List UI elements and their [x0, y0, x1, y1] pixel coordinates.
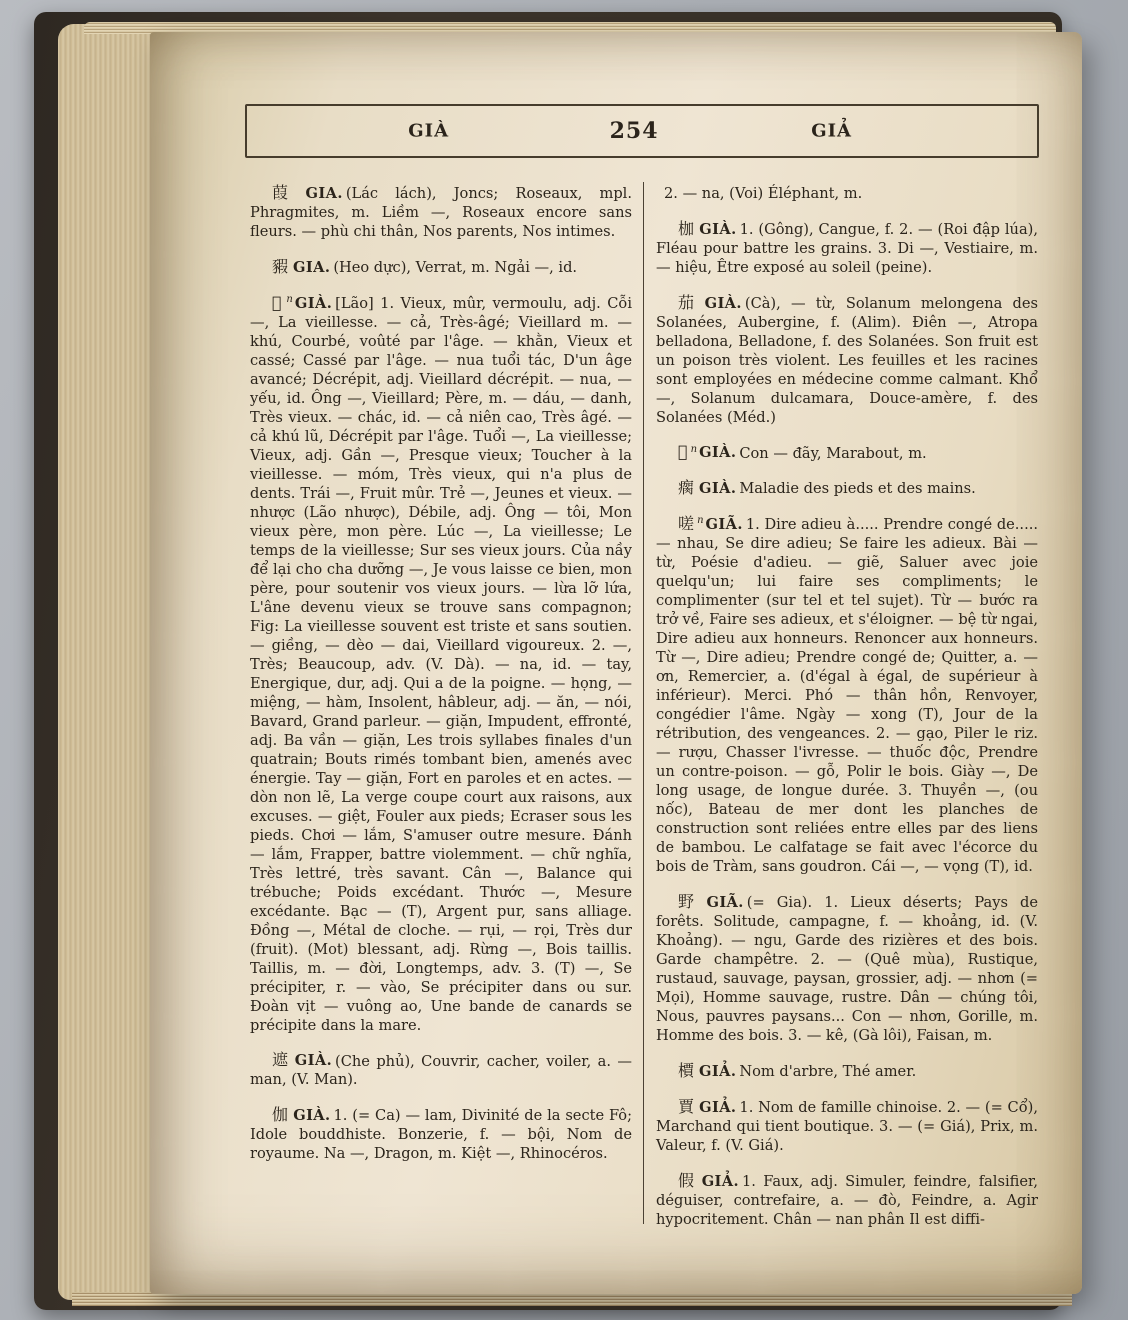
entry-body-text: (Lác lách), Joncs; Roseaux, mpl. Phragmites, m. Liềm —, Roseaux encore sans fleurs. — phù chi thân, Nos parents, Nos intimes. [250, 184, 632, 240]
entry-body-text: (= Gia). 1. Lieux déserts; Pays de forêts. Solitude, campagne, f. — khoảng, id. (V. Khoảng). — ngu, Garde des rizières et des bois. Garde champêtre. 2. — (Quê mùa), Rustique, rustaud, sauvage, paysan, grossier, adj. — nhơn (= Mọi), Homme sauvage, rustre. Dân — chúng tôi, Nous, pauvres paysans... Con — nhơn, Gorille, m. Homme des bois. 3. — kê, (Gà lôi), Faisan, m. [656, 894, 1038, 1045]
page-stack-bottom-edge [72, 1292, 1072, 1306]
entry-body-text: Nom d'arbre, Thé amer. [739, 1062, 917, 1080]
entry-headword: GIÀ. [293, 1107, 331, 1125]
dictionary-entry [656, 511, 1038, 876]
entry-body-text: (Heo dực), Verrat, m. Ngải —, id. [333, 258, 578, 276]
entry-hanzi-character: 𦓅 [678, 442, 688, 462]
dictionary-page [150, 32, 1082, 1294]
entry-headword: GIÃ. [706, 894, 744, 912]
entry-body-text: (Che phủ), Couvrir, cacher, voiler, a. — man, (V. Man). [250, 1052, 632, 1089]
entry-hanzi-character: 茄 [678, 292, 700, 312]
header-left-word: GIÀ [408, 120, 450, 142]
entry-nom-marker: n [697, 515, 704, 527]
entry-hanzi-character: 豭 [272, 256, 289, 276]
dictionary-entry [656, 475, 1038, 498]
entry-body-text: (Cà), — từ, Solanum melongena des Solanées, Aubergine, f. (Alim). Điên —, Atropa belladona, Belladone, f. des Solanées. Son fruit est un poison très violent. Les feuilles et les racines sont employées en médecine comme calmant. Khổ —, Solanum dulcamara, Douce-amère, f. des Solanées (Méd.) [656, 294, 1038, 426]
entry-headword: GIA. [305, 184, 343, 202]
entry-hanzi-character: 嗟 [678, 514, 695, 534]
dictionary-entry [250, 290, 632, 1035]
entry-headword: GIÀ. [294, 294, 333, 312]
entry-hanzi-character: 伽 [272, 1105, 289, 1125]
entry-hanzi-character: 瘸 [678, 478, 695, 498]
entry-body-text: 1. Faux, adj. Simuler, feindre, falsifier, déguiser, contrefaire, a. — đò, Feindre, a. Agir hypocritement. Chân — nan phân Il est diffi- [656, 1172, 1038, 1228]
entry-hanzi-character: 檟 [678, 1060, 695, 1080]
entry-body-text: 1. Nom de famille chinoise. 2. — (= Cổ), Marchand qui tient boutique. 3. — (= Giá), Prix, m. Valeur, f. (V. Giá). [656, 1098, 1038, 1154]
entry-hanzi-character: 葭 [272, 182, 301, 202]
entry-headword: GIÀ. [294, 1052, 333, 1070]
entry-headword: GIÀ. [699, 444, 737, 462]
dictionary-entry [250, 1048, 632, 1090]
page-number: 254 [609, 118, 659, 144]
dictionary-entry [656, 1058, 1038, 1081]
entry-hanzi-character: 𦓅 [272, 292, 284, 312]
header-right-word: GIẢ [811, 120, 852, 142]
dictionary-entry [656, 1168, 1038, 1229]
entry-headword: GIẢ. [699, 1098, 737, 1116]
entry-body-text: Con — đãy, Marabout, m. [739, 444, 927, 462]
entry-hanzi-character: 賈 [678, 1096, 695, 1116]
entry-headword: GIA. [293, 258, 331, 276]
left-column [250, 180, 632, 1242]
entry-body-text: Maladie des pieds et des mains. [739, 480, 976, 498]
entry-hanzi-character: 枷 [678, 218, 695, 238]
right-column [656, 180, 1038, 1242]
dictionary-entry [656, 290, 1038, 427]
entry-body-text: [Lão] 1. Vieux, mûr, vermoulu, adj. Cỗi —, La vieillesse. — cả, Très-âgé; Vieillard m. — khú, Courbé, voûté par l'âge. — khằn, Vieux et cassé; Cassé par l'âge. — nua tuổi tác, D'un âge avancé; Décrépit, adj. Vieillard décrépit. — nua, — yếu, id. Ông —, Vieillard; Père, m. — dáu, — danh, Très vieux. — chác, id. — cả niên cao, Très âgé. — cả khú lũ, Décrépit par l'âge. Tuổi —, La vieillesse; Vieux, adj. Gần —, Presque vieux; Toucher à la vieillesse. — móm, Très vieux, qui n'a plus de dents. Trái —, Fruit mûr. Trẻ —, Jeunes et vieux. — nhược (Lão nhược), Débile, adj. Ông — tôi, Mon vieux père, mon père. Lúc —, La vieillesse; Le temps de la vieillesse; Sur ses vieux jours. Của nầy để lại cho cha dưỡng —, Je vous laisse ce bien, mon père, pour soutenir vos vieux jours. — lừa lỡ lứa, L'âne devenu vieux se trouve sans compagnon; Fig: La vieillesse souvent est triste et sans soutien. — giềng, — dèo — dai, Vieillard vigoureux. 2. —, Très; Beaucoup, adv. (V. Dà). — na, id. — tay, Energique, dur, adj. Qui a de la poigne. — họng, — miệng, — hàm, Insolent, hâbleur, adj. — ăn, — nói, Bavard, Grand parleur. — giặn, Impudent, effronté, adj. Ba vần — giặn, Les trois syllabes finales d'un quatrain; Bouts rimés tombant bien, amenés avec énergie. Tay — giặn, Fort en paroles et en actes. — dòn non lẽ, La verge coupe court aux raisons, aux excuses. — giệt, Fouler aux pieds; Ecraser sous les pieds. Chơi — lắm, S'amuser outre mesure. Đánh — lắm, Frapper, battre violemment. — chữ nghĩa, Très lettré, très savant. Cân —, Balance qui trébuche; Poids excédant. Thước —, Mesure excédante. Bạc — (T), Argent pur, sans alliage. Đồng —, Métal de cloche. — rụi, — rọi, Très dur (fruit). (Mot) blessant, adj. Rừng —, Bois taillis. Taillis, m. — đời, Longtemps, adv. 3. (T) —, Se précipiter, r. — vào, Se précipiter dans ou sur. Đoàn vịt — vuông ao, Une bande de canards se précipite dans la mare. [250, 294, 633, 1034]
column-divider-rule [643, 182, 644, 1224]
entry-hanzi-character: 假 [678, 1170, 697, 1190]
dictionary-entry [250, 254, 632, 277]
page-text-area [250, 180, 1040, 1242]
entry-headword: GIÀ. [704, 294, 742, 312]
entry-body-text: 1. (Gông), Cangue, f. 2. — (Roi đập lúa), Fléau pour battre les grains. 3. Di —, Vestiaire, m. — hiệu, Être exposé au soleil (peine). [656, 220, 1038, 276]
entry-headword: GIÀ. [699, 220, 737, 238]
dictionary-entry [656, 440, 1038, 463]
running-head-box [245, 104, 1039, 158]
entry-body-text: 1. (= Ca) — lam, Divinité de la secte Fô; Idole bouddhiste. Bonzerie, f. — bội, Nom de royaume. Na —, Dragon, m. Kiệt —, Rhinocéros. [250, 1107, 632, 1163]
dictionary-entry [656, 1094, 1038, 1155]
entry-nom-marker: n [286, 293, 293, 305]
entry-headword: GIÃ. [705, 516, 743, 534]
dictionary-entry [250, 1102, 632, 1163]
entry-body-text: 1. Dire adieu à..... Prendre congé de..... — nhau, Se dire adieu; Se faire les adieux. Bài — từ, Poésie d'adieu. — giẽ, Saluer avec joie quelqu'un; lui faire ses compliments; le complimenter (sur tel et tel sujet). Từ — bước ra trở về, Faire ses adieux, et s'éloigner. — bệ từ ngai, Dire adieu aux honneurs. Renoncer aux honneurs. Từ —, Dire adieu; Prendre congé de; Quitter, a. — ơn, Remercier, a. (d'égal à égal, de supérieur à inférieur). Merci. Phó — thân hồn, Renvoyer, congédier l'âme. Ngày — xong (T), Jour de la rétribution, des vengeances. 2. — gạo, Piler le riz. — rượu, Chasser l'ivresse. — thuốc độc, Prendre un contre-poison. — gỗ, Polir le bois. Giày —, De long usage, de longue durée. 3. Thuyền —, (ou nốc), Bateau de mer dont les planches de construction sont reliées entre elles par des liens de bambou. Le calfatage se fait avec l'écorce du bois de Tràm, sans goudron. Cái —, — vọng (T), id. [656, 516, 1038, 876]
entry-headword: GIÀ. [699, 480, 737, 498]
dictionary-entry [656, 180, 1038, 203]
entry-body-text: 2. — na, (Voi) Éléphant, m. [664, 184, 863, 202]
entry-hanzi-character: 遮 [272, 1050, 290, 1070]
dictionary-entry [656, 889, 1038, 1045]
entry-nom-marker: n [690, 443, 698, 455]
dictionary-entry [250, 180, 632, 241]
dictionary-entry [656, 216, 1038, 277]
entry-hanzi-character: 野 [678, 892, 702, 912]
entry-headword: GIẢ. [701, 1172, 739, 1190]
entry-headword: GIẢ. [699, 1062, 737, 1080]
